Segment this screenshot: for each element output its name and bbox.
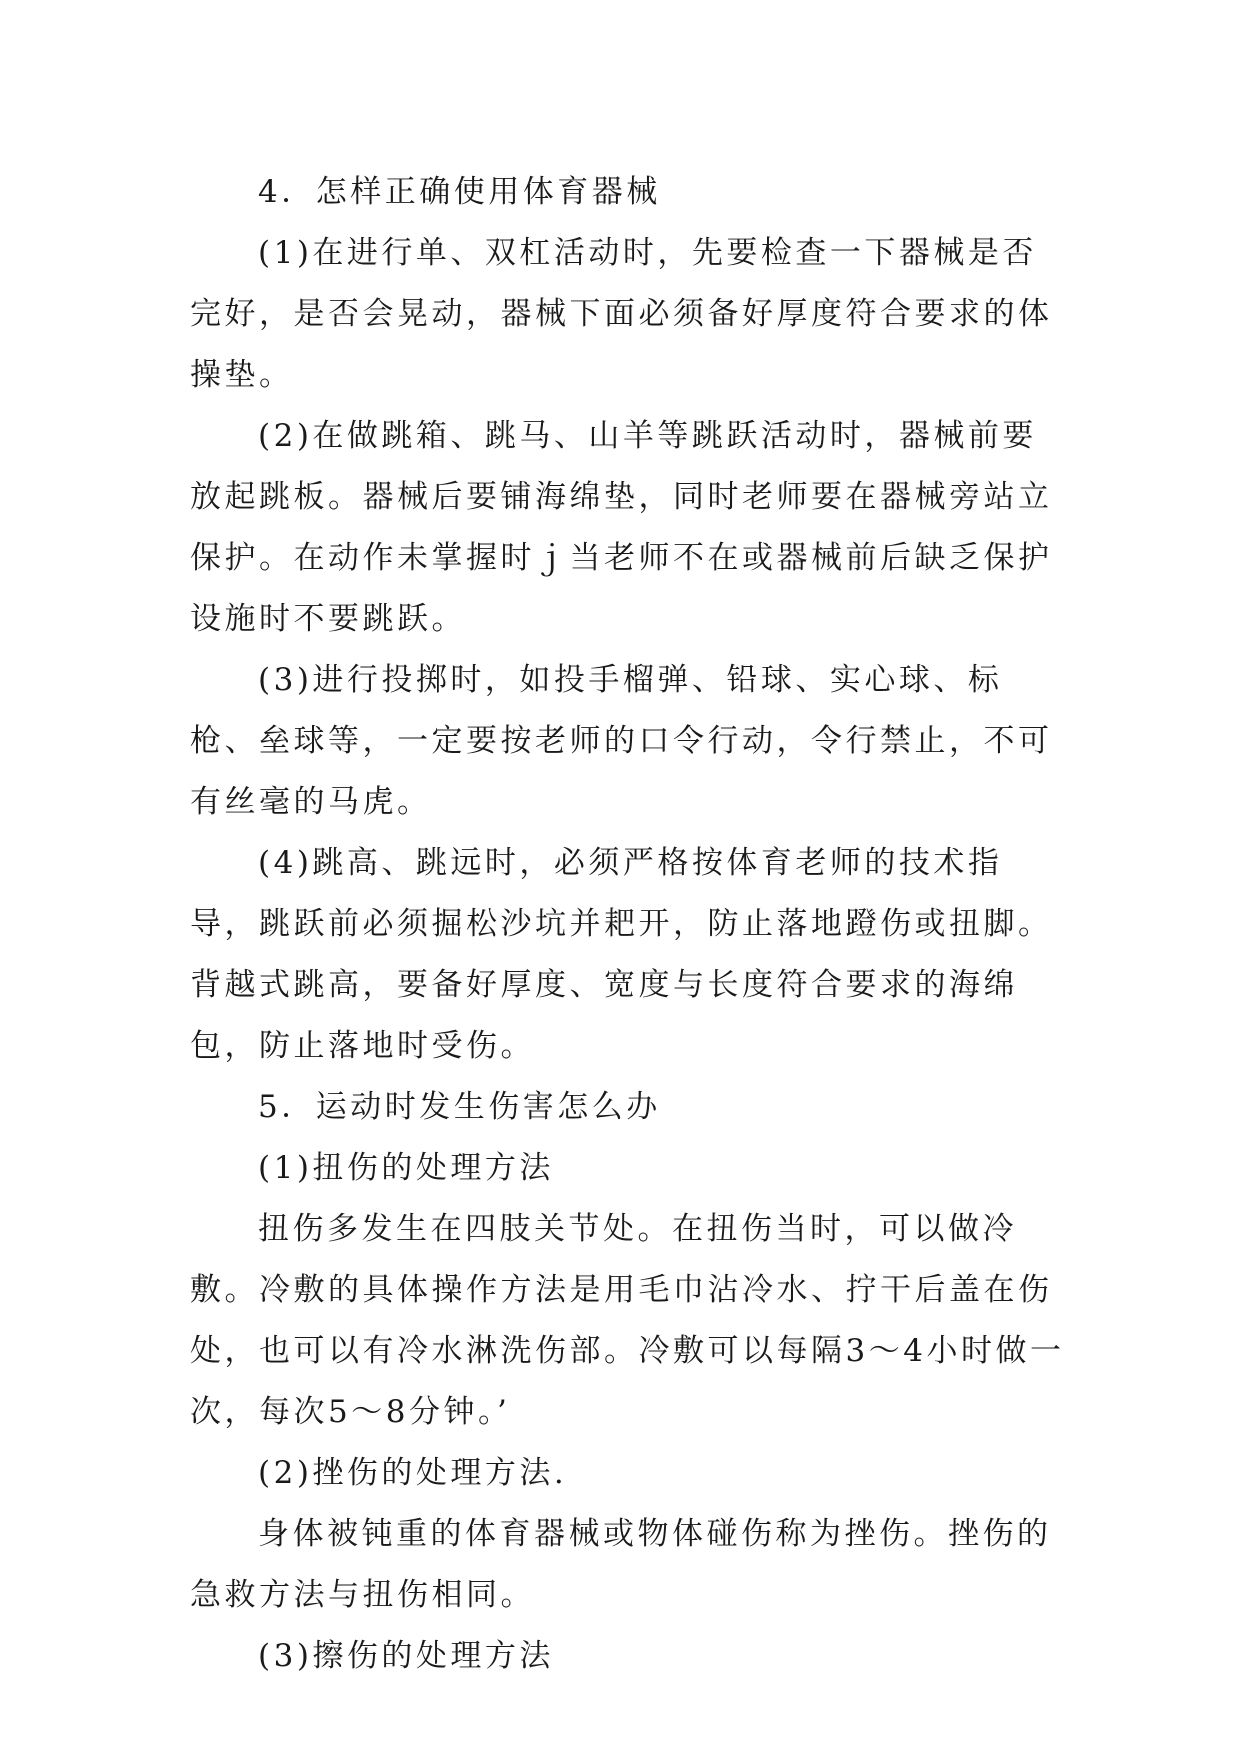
document-body <box>190 162 1070 1687</box>
section-heading: 5．运动时发生伤害怎么办 <box>258 1089 661 1125</box>
section-heading: 4．怎样正确使用体育器械 <box>258 174 661 210</box>
paragraph: (2)在做跳箱、跳马、山羊等跳跃活动时，器械前要放起跳板。器械后要铺海绵垫，同时老师要在器械旁站立保护。在动作未掌握时ｊ当老师不在或器械前后缺乏保护设施时不要跳跃。 <box>190 418 1053 637</box>
paragraph: (1)在进行单、双杠活动时，先要检查一下器械是否完好，是否会晃动，器械下面必须备好厚度符合要求的体操垫。 <box>190 235 1053 393</box>
subsection-heading: (2)挫伤的处理方法. <box>258 1455 568 1491</box>
subsection-heading: (3)擦伤的处理方法 <box>258 1638 554 1674</box>
paragraph: (3)进行投掷时，如投手榴弹、铅球、实心球、标枪、垒球等，一定要按老师的口令行动，令行禁止，不可有丝毫的马虎。 <box>190 662 1053 820</box>
subsection-heading: (1)扭伤的处理方法 <box>258 1150 554 1186</box>
paragraph: 身体被钝重的体育器械或物体碰伤称为挫伤。挫伤的急救方法与扭伤相同。 <box>190 1516 1052 1613</box>
paragraph: (4)跳高、跳远时，必须严格按体育老师的技术指导，跳跃前必须掘松沙坑并耙开，防止落地蹬伤或扭脚。背越式跳高，要备好厚度、宽度与长度符合要求的海绵包，防止落地时受伤。 <box>190 845 1053 1064</box>
paragraph: 扭伤多发生在四肢关节处。在扭伤当时，可以做冷敷。冷敷的具体操作方法是用毛巾沾冷水、拧干后盖在伤处，也可以有冷水淋洗伤部。冷敷可以每隔3～4小时做一次，每次5～8分钟。’ <box>190 1211 1065 1430</box>
